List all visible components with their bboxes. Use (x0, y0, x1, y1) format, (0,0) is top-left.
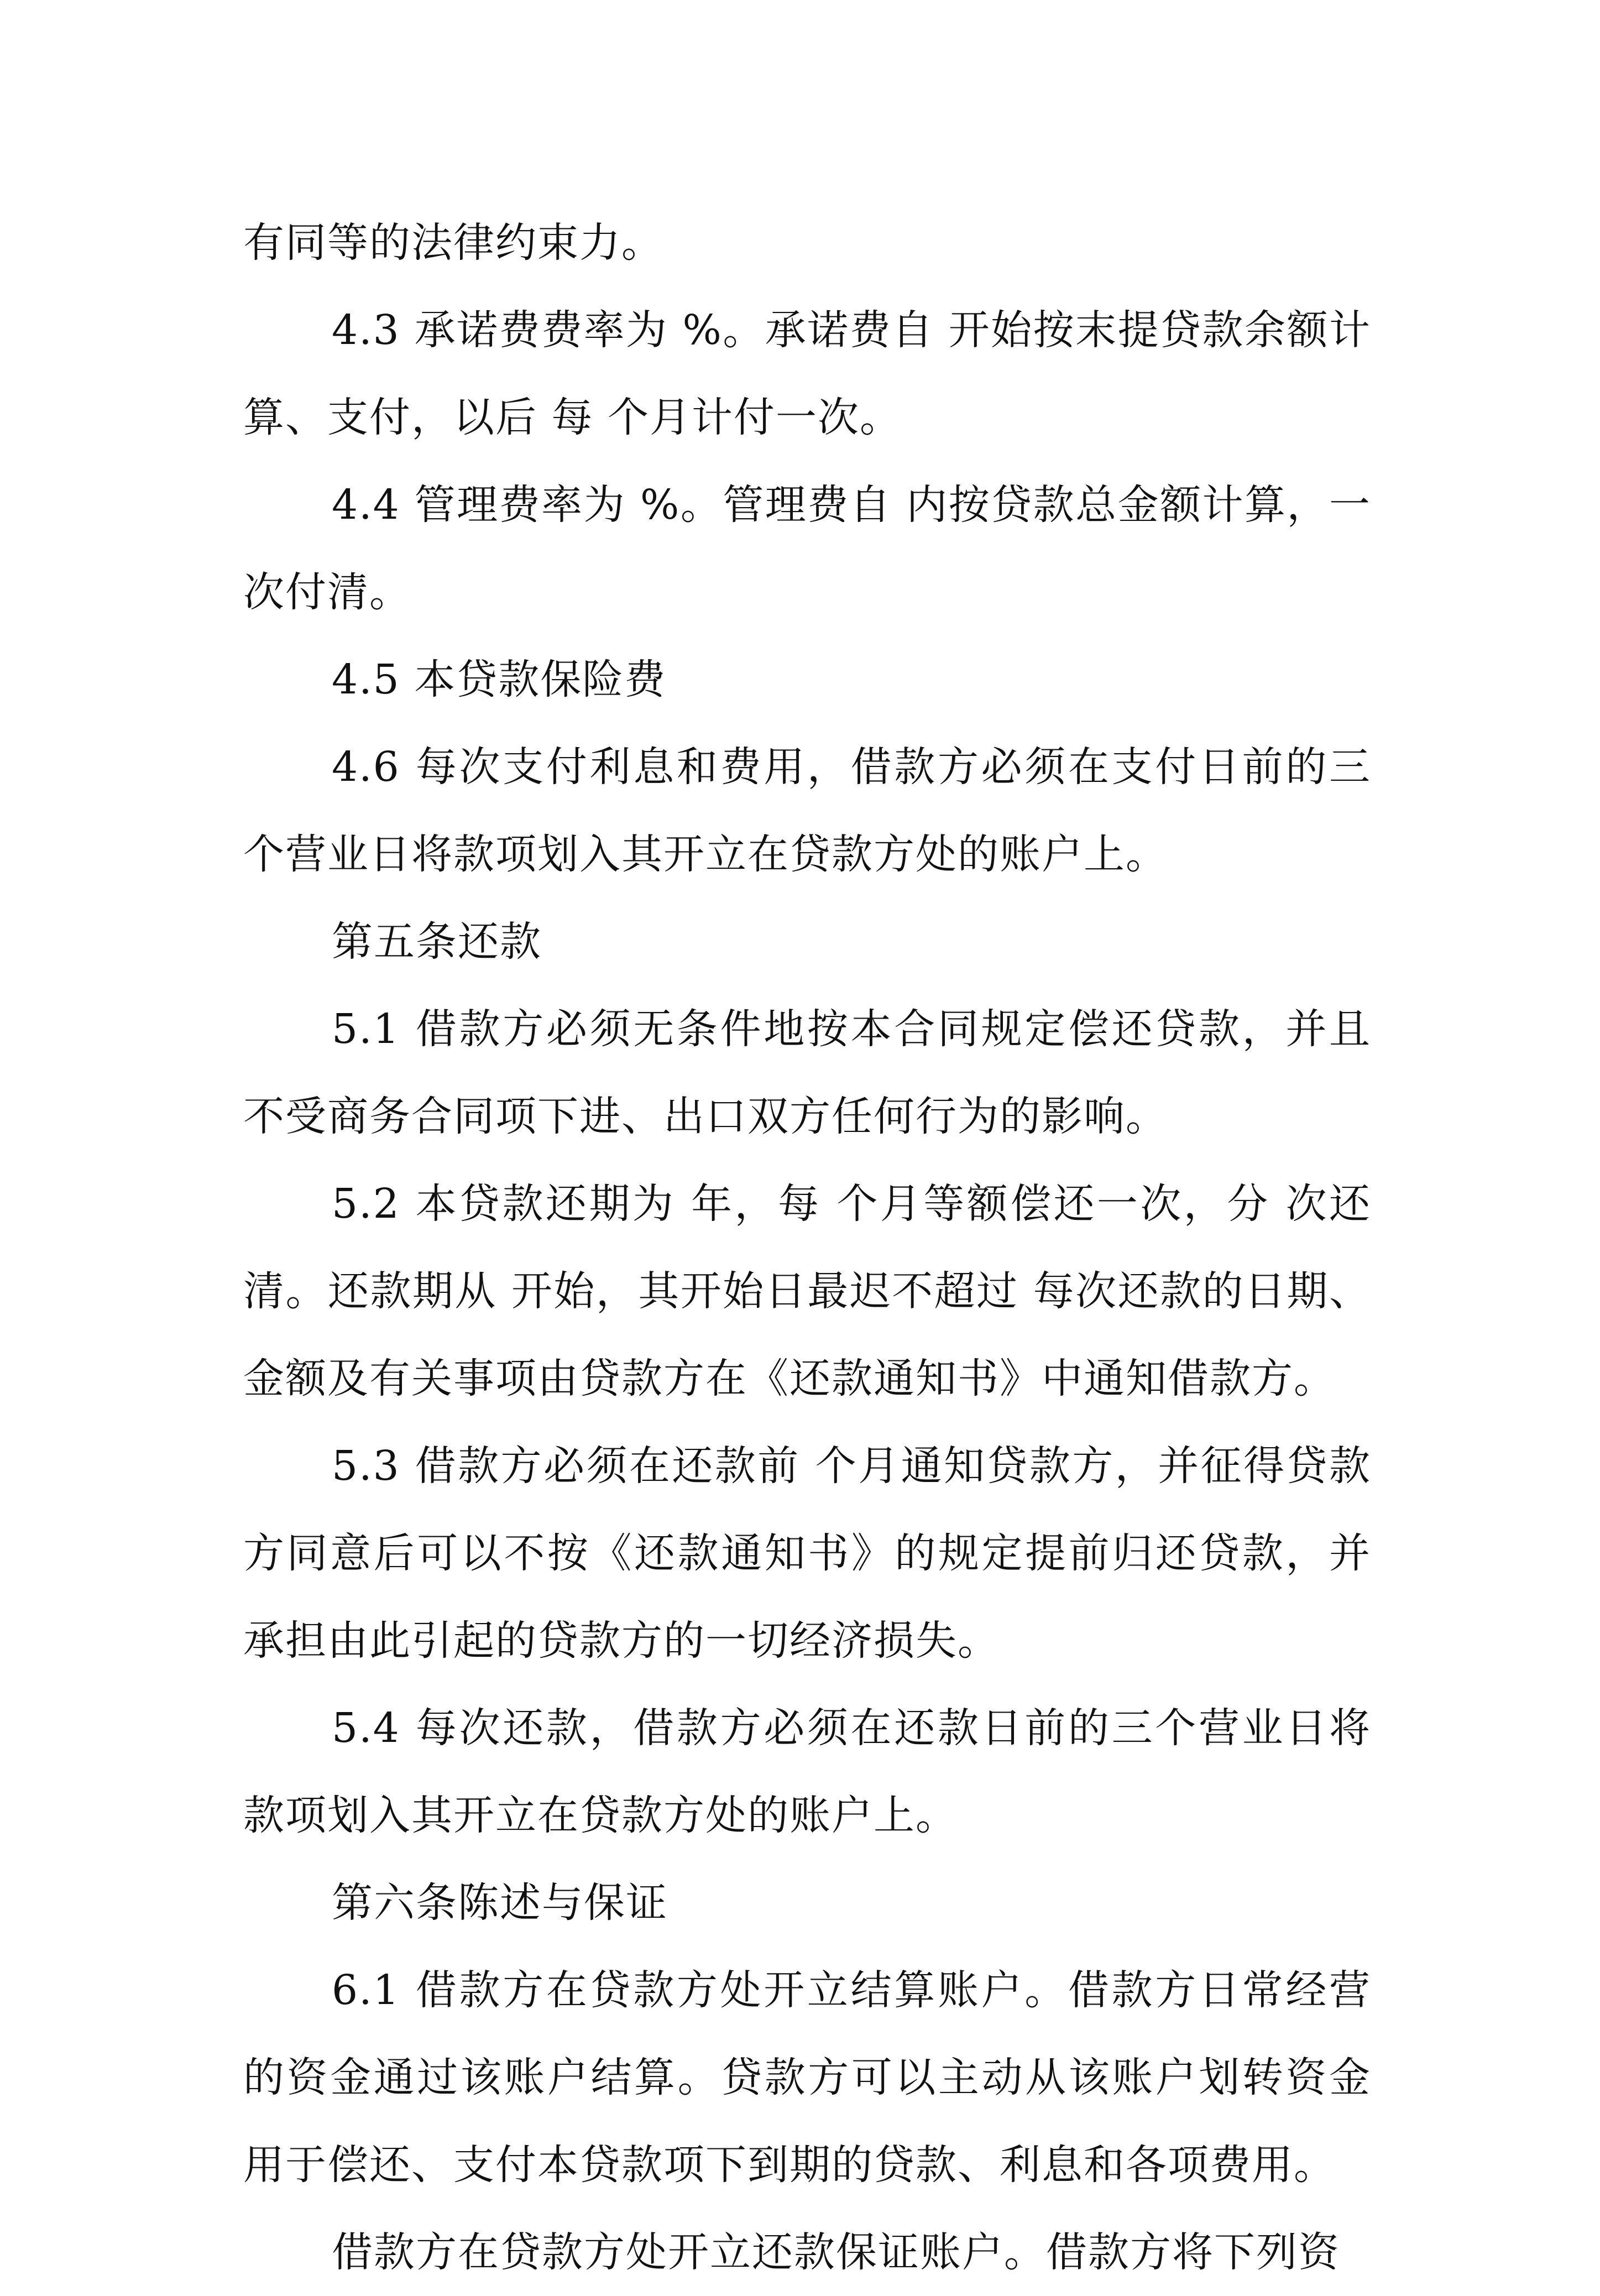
paragraph-5-2: 5.2 本贷款还期为 年，每 个月等额偿还一次，分 次还清。还款期从 开始，其开始日最迟不超过 每次还款的日期、金额及有关事项由贷款方在《还款通知书》中通知借款方。 (243, 1180, 1371, 1402)
document-body (243, 199, 1371, 2296)
paragraph-4-3-commitment-fee: 4.3 承诺费费率为 %。承诺费自 开始按末提贷款余额计算、支付，以后 每 个月计付一次。 (243, 306, 1371, 441)
paragraph-continuation: 有同等的法律约束力。 (243, 219, 663, 267)
paragraph-4-4-management-fee: 4.4 管理费率为 %。管理费自 内按贷款总金额计算，一次付清。 (243, 481, 1371, 616)
paragraph-4-5-insurance: 4.5 本贷款保险费 (332, 656, 667, 703)
section-heading-article-6: 第六条陈述与保证 (332, 1879, 668, 1927)
paragraph-5-1: 5.1 借款方必须无条件地按本合同规定偿还贷款，并且不受商务合同项下进、出口双方任何行为的影响。 (243, 1005, 1371, 1140)
paragraph-5-3: 5.3 借款方必须在还款前 个月通知贷款方，并征得贷款方同意后可以不按《还款通知书》的规定提前归还贷款，并承担由此引起的贷款方的一切经济损失。 (243, 1442, 1371, 1664)
paragraph-4-6-payment-timing: 4.6 每次支付利息和费用，借款方必须在支付日前的三个营业日将款项划入其开立在贷款方处的账户上。 (243, 743, 1371, 878)
paragraph-5-4: 5.4 每次还款，借款方必须在还款日前的三个营业日将款项划入其开立在贷款方处的账户上。 (243, 1704, 1371, 1839)
paragraph-6-1: 6.1 借款方在贷款方处开立结算账户。借款方日常经营的资金通过该账户结算。贷款方可以主动从该账户划转资金用于偿还、支付本贷款项下到期的贷款、利息和各项费用。 (243, 1966, 1371, 2189)
paragraph-repayment-account: 借款方在贷款方处开立还款保证账户。借款方将下列资 (332, 2229, 1340, 2276)
section-heading-article-5: 第五条还款 (332, 918, 542, 966)
